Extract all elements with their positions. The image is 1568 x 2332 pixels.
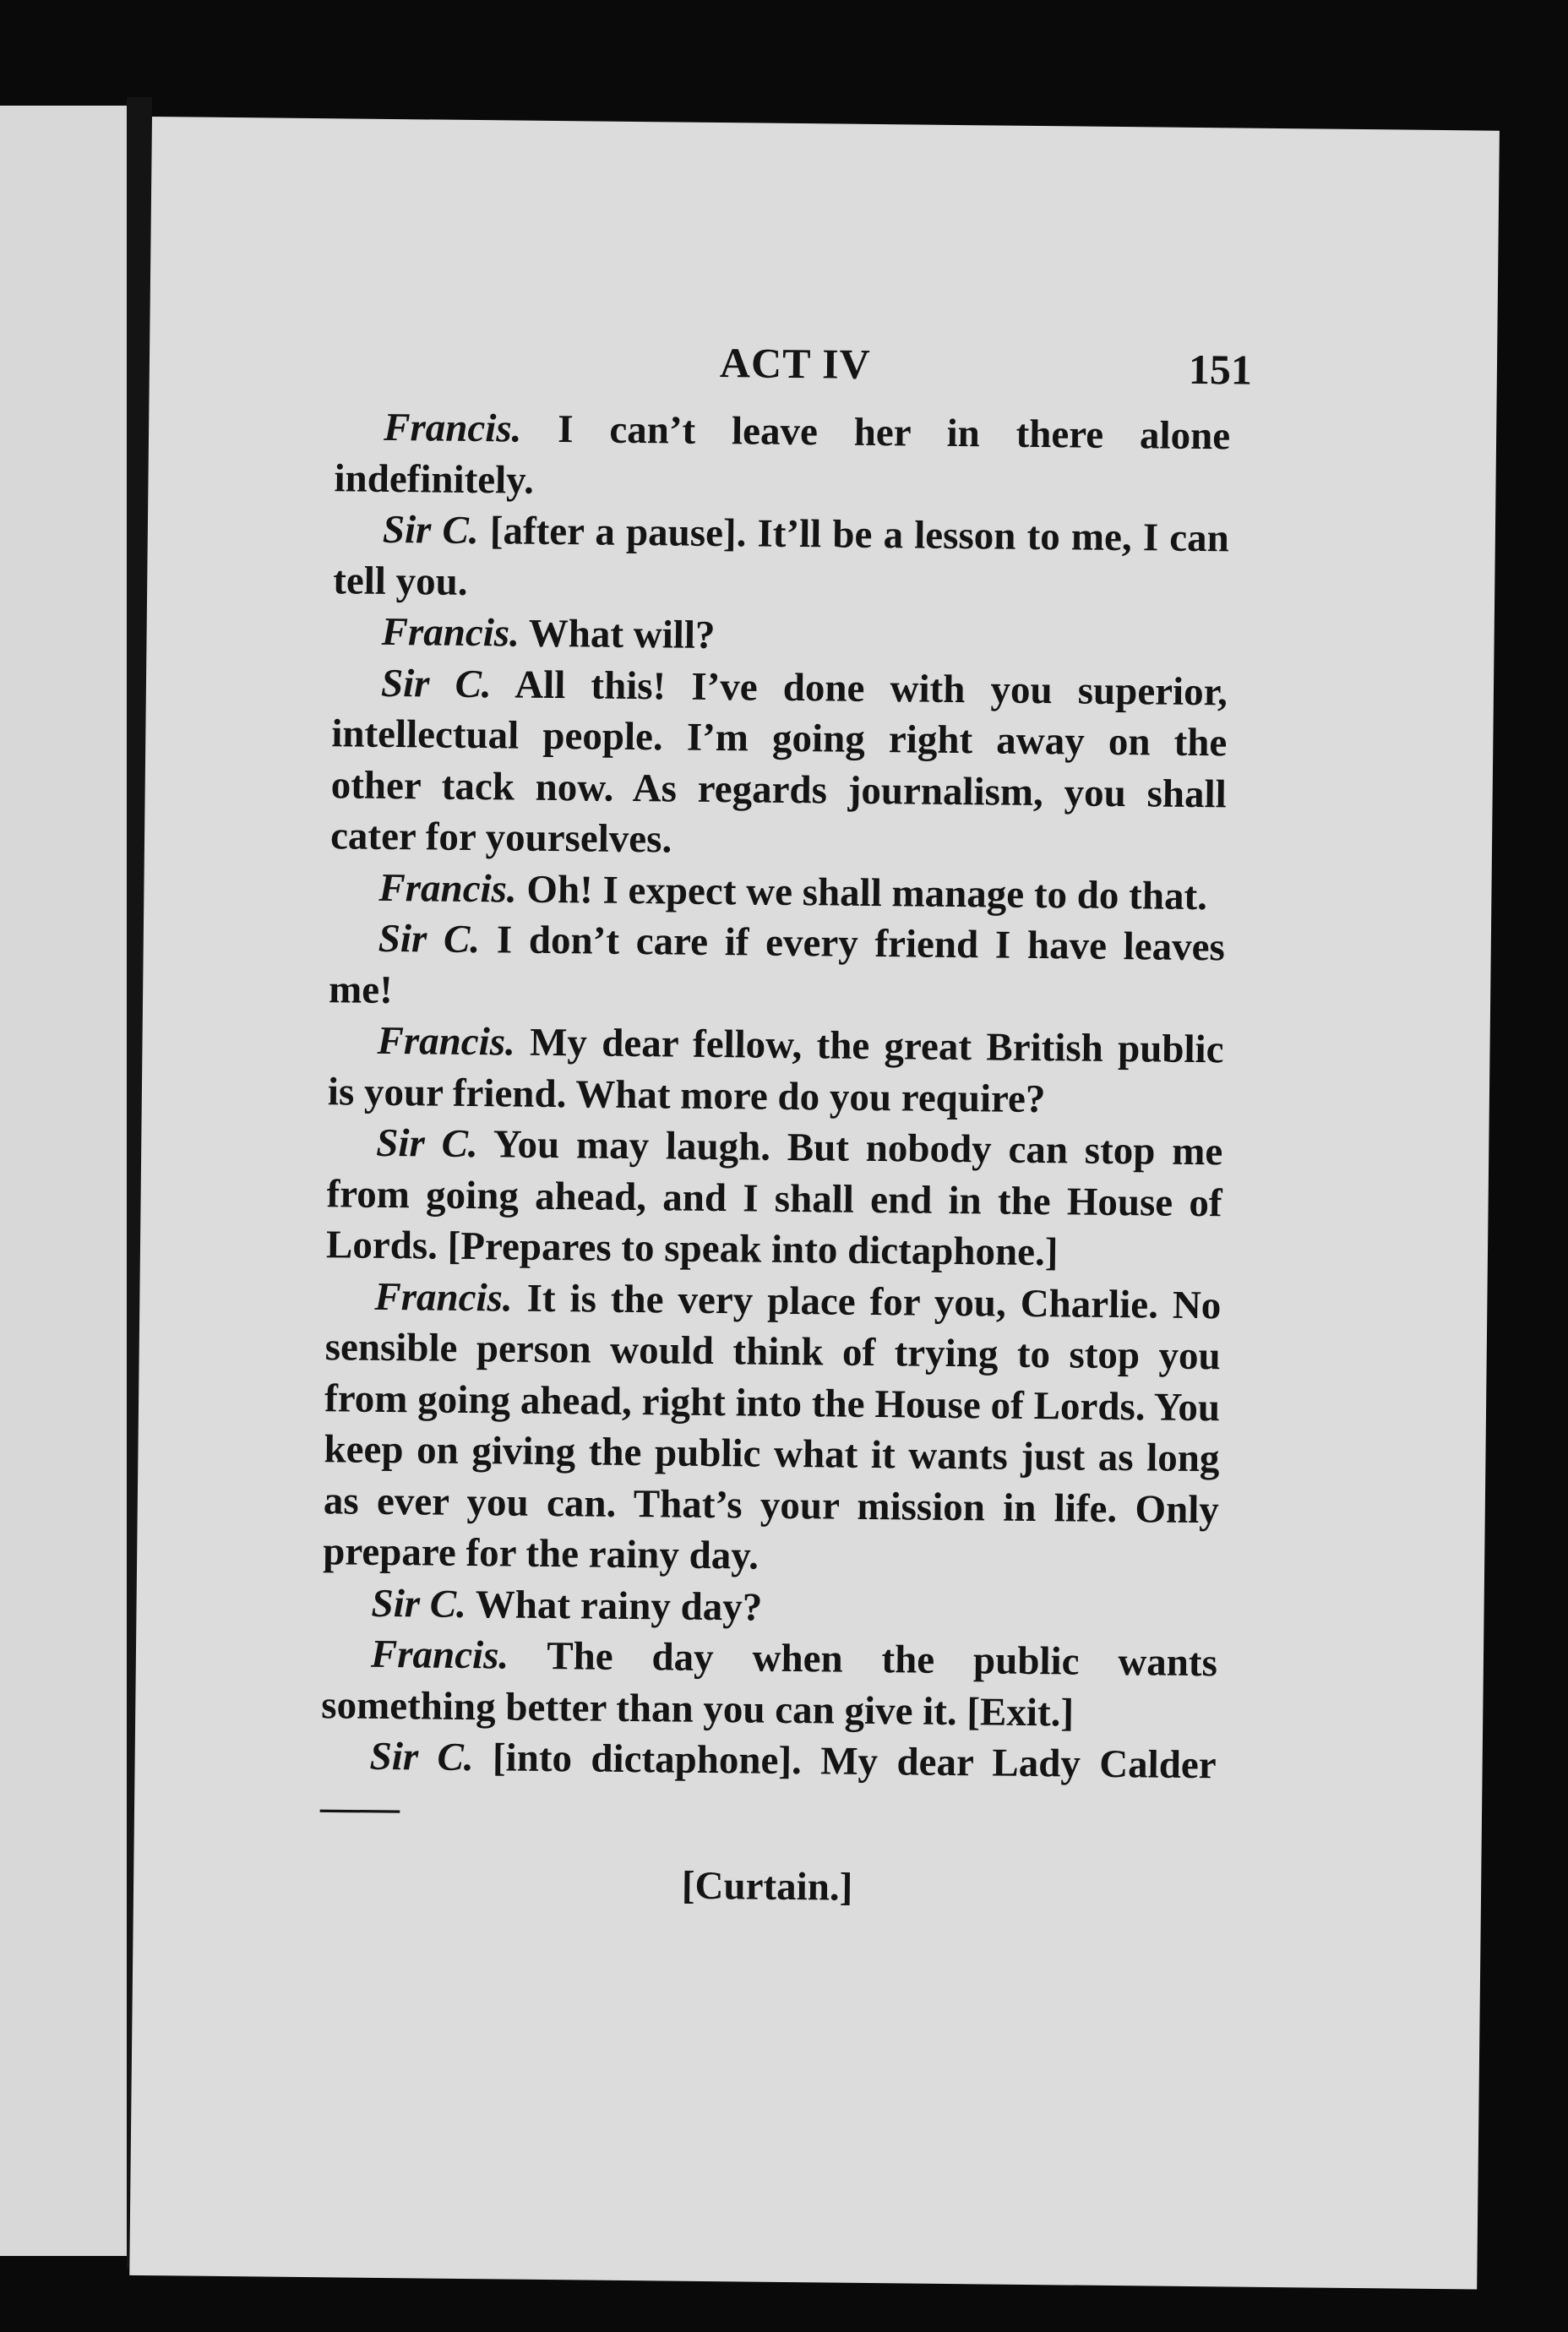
- speech-text: [into dictaphone]. My dear Lady Calder——: [319, 1735, 1217, 1830]
- speech: [332, 606, 1228, 667]
- speaker-name: Francis.: [370, 1632, 509, 1678]
- speech-text: All this! I’ve done with you superior, intellectual people. I’m going right away on the other tack now. As regards journalism, you shall cater for yourselves.: [329, 662, 1228, 862]
- speaker-name: Sir C.: [378, 916, 481, 962]
- speech: [333, 504, 1229, 615]
- speech-text: What rainy day?: [466, 1582, 763, 1630]
- speech: [321, 1628, 1217, 1740]
- speaker-name: Sir C.: [380, 661, 492, 706]
- speech-text: It is the very place for you, Charlie. No sensible person would think of trying to stop you from going ahead, right into the House of Lords. You keep on giving the public what it wants just as long as ever you can. That’s your mission in life. Only prepare for the rainy day.: [322, 1276, 1222, 1578]
- curtain-direction: [Curtain.]: [681, 1863, 853, 1910]
- speech-text: I can’t leave her in there alone indefinitely.: [334, 406, 1231, 503]
- speaker-name: Francis.: [374, 1274, 513, 1321]
- speech-text: My dear fellow, the great British public is your friend. What more do you require?: [327, 1020, 1224, 1121]
- speech: [329, 913, 1225, 1024]
- speech: [330, 657, 1228, 871]
- speech-text: The day when the public wants something better than you can give it. [Exit.]: [321, 1633, 1218, 1735]
- speech-text: I don’t care if every friend I have leaves me!: [328, 918, 1226, 1012]
- speech-text: Oh! I expect we shall manage to do that.: [516, 867, 1208, 918]
- speaker-name: Francis.: [377, 1018, 516, 1065]
- speaker-name: Francis.: [381, 609, 520, 656]
- running-head: [150, 332, 1498, 406]
- speaker-name: Francis.: [378, 865, 517, 912]
- speaker-name: Sir C.: [371, 1581, 467, 1626]
- play-text: [319, 401, 1231, 1917]
- speaker-name: Sir C.: [376, 1120, 478, 1167]
- speech: [334, 401, 1230, 513]
- speaker-name: Sir C.: [382, 507, 479, 553]
- speech-text: You may laugh. But nobody can stop me from going ahead, and I shall end in the House of Lords. [Prepares to speak into dictaphone.]: [325, 1122, 1223, 1275]
- speech: [329, 862, 1226, 923]
- speech: [323, 1271, 1222, 1587]
- speech: [326, 1117, 1223, 1280]
- speaker-name: Francis.: [383, 405, 522, 451]
- speaker-name: Sir C.: [369, 1734, 474, 1780]
- facing-page-edge: [0, 106, 127, 2256]
- page-number: 151: [1188, 345, 1253, 394]
- book-page: [129, 117, 1500, 2290]
- act-heading: ACT IV: [719, 339, 872, 388]
- speech-text: [after a pause]. It’ll be a lesson to me, I can tell you.: [332, 509, 1230, 604]
- speech: [328, 1015, 1224, 1126]
- speech: [322, 1577, 1218, 1638]
- speech-text: What will?: [519, 611, 716, 658]
- speech: [320, 1730, 1217, 1842]
